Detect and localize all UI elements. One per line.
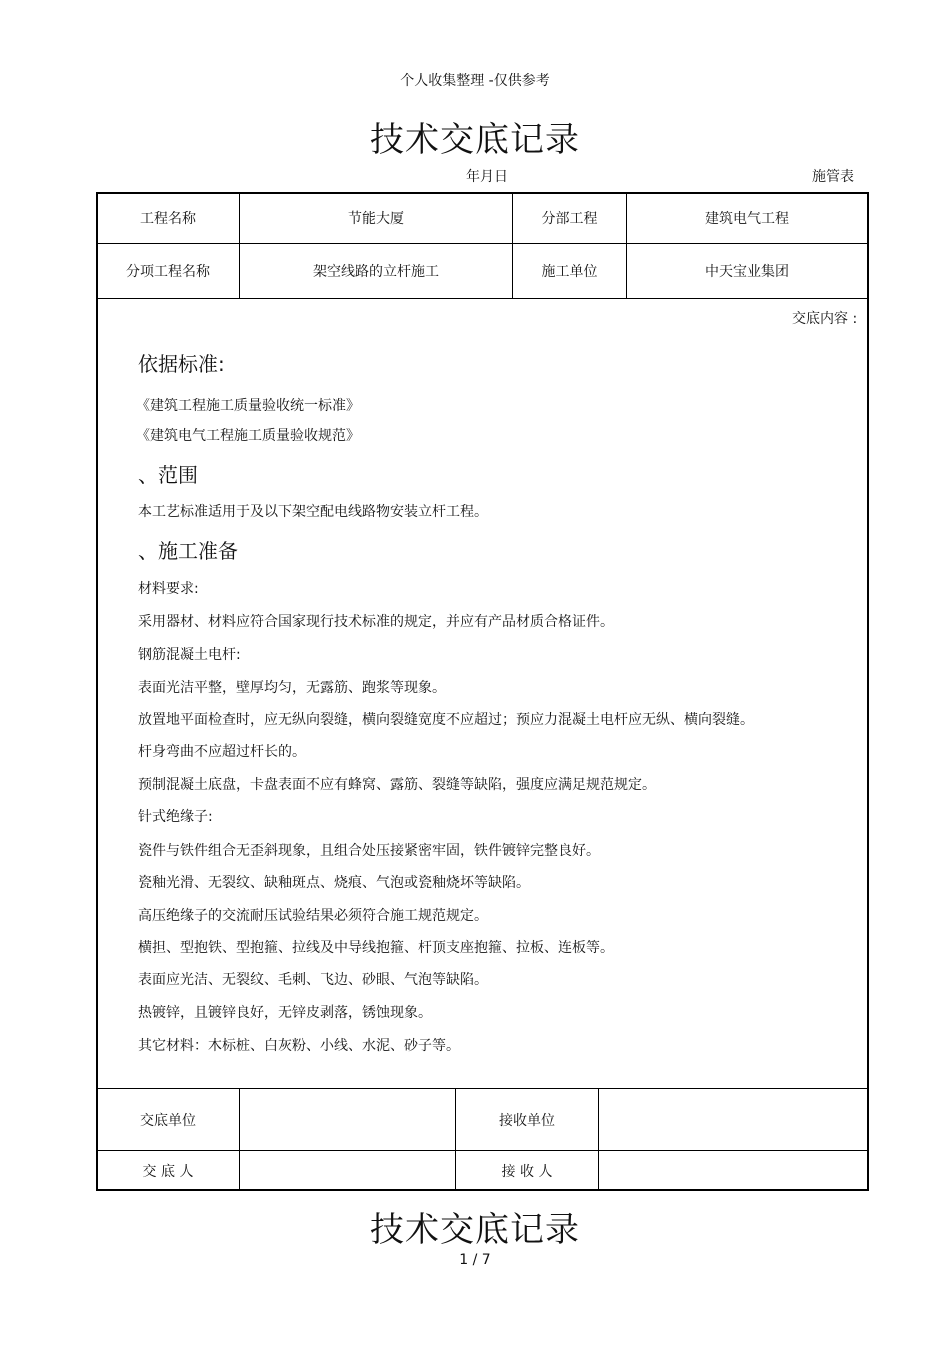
prep-line: 预制混凝土底盘，卡盘表面不应有蜂窝、露筋、裂缝等缺陷，强度应满足规范规定。 <box>138 777 656 793</box>
prep-line: 表面光洁平整，壁厚均匀，无露筋、跑浆等现象。 <box>138 680 446 696</box>
receiver-unit-label: 接收单位 <box>499 1112 555 1129</box>
issuer-label: 交 底 人 <box>142 1163 194 1180</box>
project-name-value: 节能大厦 <box>348 211 404 227</box>
division-label: 分部工程 <box>541 211 598 227</box>
division-value: 建筑电气工程 <box>705 211 789 227</box>
issuer-field <box>240 1151 455 1190</box>
subitem-value: 架空线路的立杆施工 <box>313 264 439 280</box>
header-note: 个人收集整理 -仅供参考 <box>400 73 550 89</box>
construction-unit-value: 中天宝业集团 <box>705 264 789 280</box>
prep-line: 瓷件与铁件组合无歪斜现象，且组合处压接紧密牢固，铁件镀锌完整良好。 <box>138 843 600 859</box>
prep-line: 杆身弯曲不应超过杆长的。 <box>138 744 306 760</box>
form-code: 施管表 <box>812 169 854 185</box>
subitem-label: 分项工程名称 <box>126 264 210 280</box>
section-heading-scope: 、范围 <box>138 463 198 487</box>
prep-line: 高压绝缘子的交流耐压试验结果必须符合施工规范规定。 <box>138 908 488 924</box>
prep-line: 其它材料：木标桩、白灰粉、小线、水泥、砂子等。 <box>138 1038 460 1054</box>
project-name-label: 工程名称 <box>140 211 196 227</box>
construction-unit-label: 施工单位 <box>541 264 598 280</box>
section-heading-preparation: 、施工准备 <box>138 539 238 563</box>
issuer-unit-field <box>240 1089 455 1150</box>
prep-line: 放置地平面检查时，应无纵向裂缝，横向裂缝宽度不应超过；预应力混凝土电杆应无纵、横向裂缝。 <box>138 712 754 728</box>
prep-line: 针式绝缘子: <box>138 809 213 825</box>
section-heading-basis: 依据标准: <box>138 352 225 376</box>
basis-item: 《建筑工程施工质量验收统一标准》 <box>136 398 360 414</box>
receiver-unit-field <box>599 1089 867 1150</box>
prep-line: 钢筋混凝土电杆: <box>138 647 241 663</box>
next-page-title: 技术交底记录 <box>370 1210 580 1250</box>
prep-line: 横担、型抱铁、型抱箍、拉线及中导线抱箍、杆顶支座抱箍、拉板、连板等。 <box>138 940 614 956</box>
row-divider <box>96 298 869 299</box>
page-number: 1 / 7 <box>459 1252 491 1268</box>
prep-line: 材料要求: <box>138 581 199 597</box>
content-label: 交底内容 : <box>792 311 858 327</box>
date-line: 年月日 <box>466 169 508 185</box>
prep-line: 表面应光洁、无裂纹、毛刺、飞边、砂眼、气泡等缺陷。 <box>138 972 488 988</box>
page-title: 技术交底记录 <box>370 120 580 160</box>
prep-line: 采用器材、材料应符合国家现行技术标准的规定，并应有产品材质合格证件。 <box>138 614 614 630</box>
prep-line: 热镀锌，且镀锌良好，无锌皮剥落，锈蚀现象。 <box>138 1005 432 1021</box>
prep-line: 瓷釉光滑、无裂纹、缺釉斑点、烧痕、气泡或瓷釉烧坏等缺陷。 <box>138 875 530 891</box>
issuer-unit-label: 交底单位 <box>140 1112 196 1129</box>
receiver-label: 接 收 人 <box>501 1163 553 1180</box>
basis-item: 《建筑电气工程施工质量验收规范》 <box>136 428 360 444</box>
scope-text: 本工艺标准适用于及以下架空配电线路物安装立杆工程。 <box>138 504 488 520</box>
receiver-field <box>599 1151 867 1190</box>
